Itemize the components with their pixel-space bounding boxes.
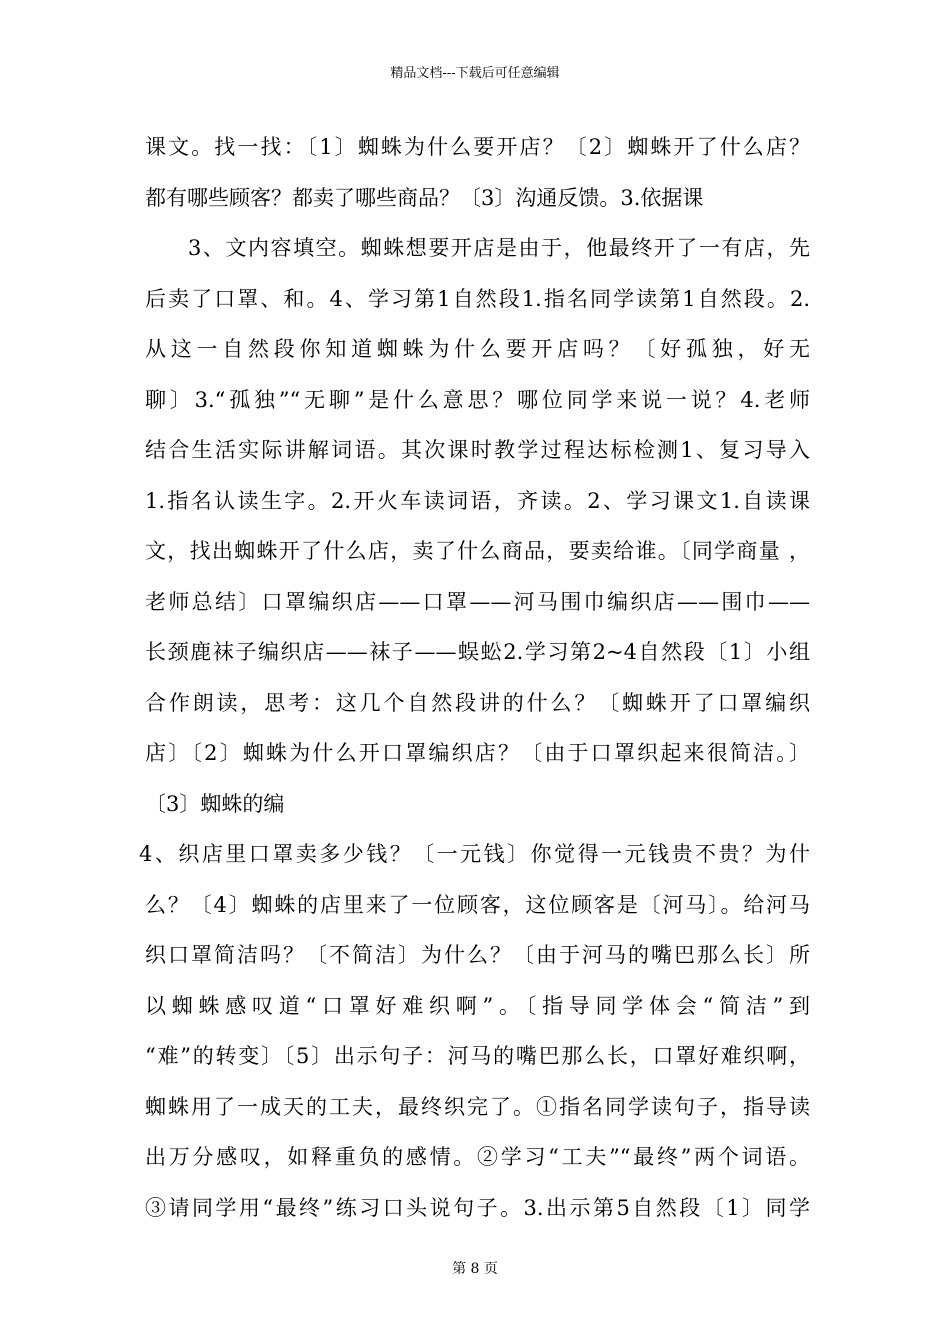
body-line: 3、文内容填空。蜘蛛想要开店是由于，他最终开了一有店，先: [188, 236, 810, 260]
body-line: 文，找出蜘蛛开了什么店，卖了什么商品，要卖给谁。〔同学商量 ，: [145, 539, 810, 563]
body-line: 织口罩简洁吗？〔不简洁〕为什么？〔由于河马的嘴巴那么长〕所: [145, 943, 810, 967]
body-line: 老师总结〕口罩编织店——口罩——河马围巾编织店——围巾——: [145, 589, 810, 614]
body-line: 长颈鹿袜子编织店——袜子——蜈蚣2.学习第2~4自然段〔1〕小组: [145, 640, 810, 664]
body-line: 结合生活实际讲解词语。其次课时教学过程达标检测1、复习导入: [145, 438, 810, 462]
body-line: 4、织店里口罩卖多少钱？〔一元钱〕你觉得一元钱贵不贵？为什: [139, 842, 810, 866]
body-line: 都有哪些顾客？都卖了哪些商品？〔3〕沟通反馈。3.依据课: [145, 185, 704, 210]
body-line: 店〕〔2〕蜘蛛为什么开口罩编织店？〔由于口罩织起来很简洁。〕: [145, 741, 810, 765]
body-line: 后卖了口罩、和。4、学习第1自然段1.指名同学读第1自然段。2.: [145, 286, 810, 311]
body-line: ③请同学用“最终”练习口头说句子。3.出示第5自然段〔1〕同学: [145, 1195, 810, 1220]
document-body: [139, 128, 810, 1239]
page-header: 精品文档---下载后可任意编辑: [390, 66, 560, 81]
body-line: 合作朗读，思考：这几个自然段讲的什么？〔蜘蛛开了口罩编织: [145, 690, 810, 715]
body-line: 出万分感叹，如释重负的感情。②学习“工夫”“最终”两个词语。: [145, 1145, 810, 1169]
body-line: 聊〕3.“孤独”“无聊”是什么意思？哪位同学来说一说？4.老师: [145, 387, 810, 412]
body-line: 课文。找一找：〔1〕蜘蛛为什么要开店？〔2〕蜘蛛开了什么店？: [145, 135, 810, 159]
body-line: 1.指名认读生字。2.开火车读词语，齐读。2、学习课文1.自读课: [145, 488, 810, 513]
body-line: 以蜘蛛感叹道“口罩好难织啊”。〔指导同学体会“简洁”到: [145, 993, 810, 1018]
body-line: 从这一自然段你知道蜘蛛为什么要开店吗？〔好孤独，好无: [145, 337, 810, 361]
body-line: “难”的转变〕〔5〕出示句子：河马的嘴巴那么长，口罩好难织啊，: [145, 1044, 810, 1068]
body-line: 么？〔4〕蜘蛛的店里来了一位顾客，这位顾客是〔河马〕。给河马: [145, 892, 810, 917]
body-line: 〔3〕蜘蛛的编: [145, 791, 285, 816]
page-number: 第 8 页: [452, 1261, 498, 1277]
body-line: 蜘蛛用了一成天的工夫，最终织完了。①指名同学读句子，指导读: [145, 1094, 810, 1119]
